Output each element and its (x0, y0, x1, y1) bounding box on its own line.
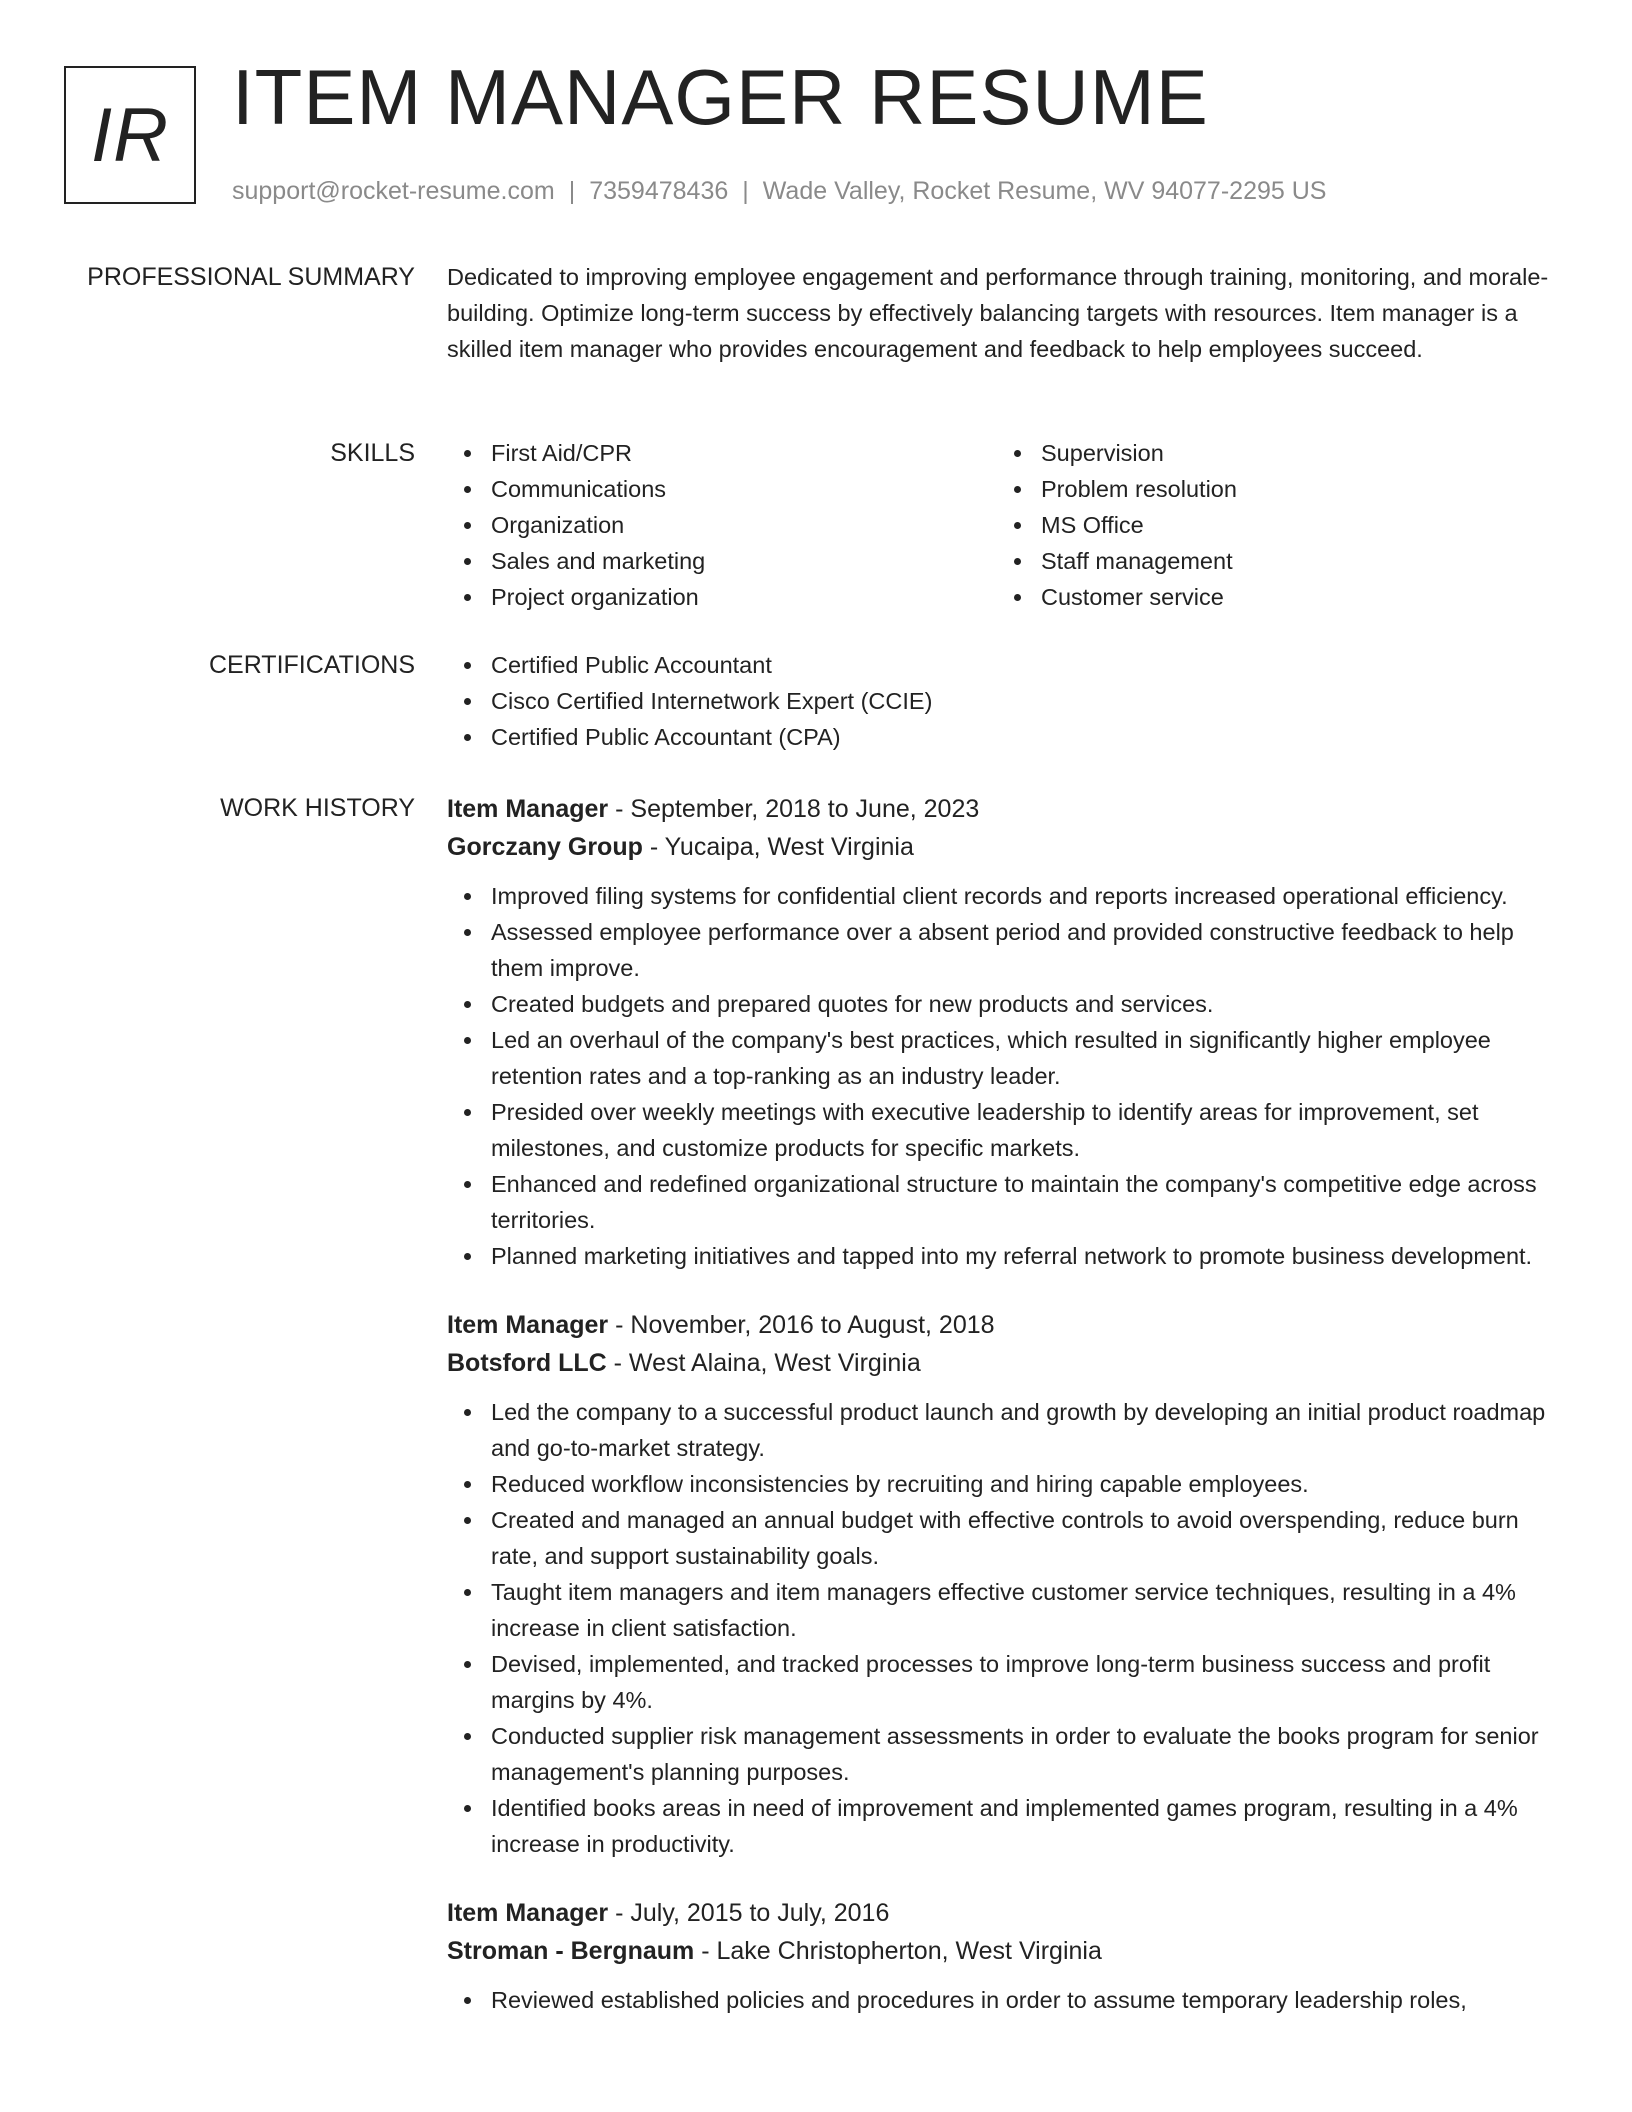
section-title-skills: SKILLS (330, 439, 415, 467)
job-bullet: Led an overhaul of the company's best practices, which resulted in significantly higher employee retention rates and a top-ranking as an industry leader. (447, 1022, 1557, 1094)
job-company-line (447, 1932, 1557, 1970)
job-dates: - November, 2016 to August, 2018 (608, 1311, 995, 1339)
certification-item: Cisco Certified Internetwork Expert (CCIE) (447, 683, 1557, 719)
job-bullet: Led the company to a successful product launch and growth by developing an initial product roadmap and go-to-market strategy. (447, 1394, 1557, 1466)
job-company-line (447, 1344, 1557, 1382)
job-dates: - September, 2018 to June, 2023 (608, 795, 980, 823)
contact-line (232, 176, 1326, 206)
job-bullet: Presided over weekly meetings with executive leadership to identify areas for improvement, set milestones, and customize products for specific markets. (447, 1094, 1557, 1166)
contact-separator: | (742, 177, 749, 205)
skills-section (447, 435, 1557, 615)
job-location: - West Alaina, West Virginia (606, 1349, 921, 1377)
job-bullet: Planned marketing initiatives and tapped into my referral network to promote business development. (447, 1238, 1557, 1274)
monogram-logo: IR (64, 66, 196, 204)
section-title-certifications: CERTIFICATIONS (208, 651, 415, 679)
section-title-summary: PROFESSIONAL SUMMARY (87, 263, 415, 291)
skills-list-right (997, 435, 1547, 615)
skill-item: Communications (447, 471, 997, 507)
job-company-line (447, 828, 1557, 866)
job-company: Stroman - Bergnaum (447, 1937, 695, 1965)
certifications-section (447, 647, 1557, 755)
certification-item: Certified Public Accountant (CPA) (447, 719, 1557, 755)
job-bullet: Reviewed established policies and procedures in order to assume temporary leadership roles, (447, 1982, 1557, 2018)
job-company: Gorczany Group (447, 833, 643, 861)
job-location: - Lake Christopherton, West Virginia (694, 1937, 1102, 1965)
job-bullet: Taught item managers and item managers effective customer service techniques, resulting in a 4% increase in client satisfaction. (447, 1574, 1557, 1646)
job-company: Botsford LLC (447, 1349, 607, 1377)
job-role-line (447, 790, 1557, 828)
summary-section (447, 259, 1557, 367)
job-bullet: Conducted supplier risk management assessments in order to evaluate the books program for senior management's planning purposes. (447, 1718, 1557, 1790)
job-bullet: Devised, implemented, and tracked processes to improve long-term business success and profit margins by 4%. (447, 1646, 1557, 1718)
job-bullet: Enhanced and redefined organizational structure to maintain the company's competitive edge across territories. (447, 1166, 1557, 1238)
job-role: Item Manager (447, 1899, 609, 1927)
job-entry (447, 1894, 1557, 2018)
job-entry (447, 790, 1557, 1274)
contact-address: Wade Valley, Rocket Resume, WV 94077-2295 US (762, 177, 1327, 205)
skill-item: Supervision (997, 435, 1547, 471)
job-bullets (447, 1394, 1557, 1862)
certification-item: Certified Public Accountant (447, 647, 1557, 683)
job-role: Item Manager (447, 795, 609, 823)
skill-item: Organization (447, 507, 997, 543)
summary-text: Dedicated to improving employee engagement and performance through training, monitoring, and morale-building. Optimize long-term success by effectively balancing targets with resources. Item manager is a skilled item manager who provides encouragement and feedback to help employees succeed. (447, 264, 1549, 362)
section-title-work-history: WORK HISTORY (220, 794, 415, 822)
skill-item: MS Office (997, 507, 1547, 543)
skills-column-left (447, 435, 997, 615)
job-location: - Yucaipa, West Virginia (642, 833, 914, 861)
skill-item: First Aid/CPR (447, 435, 997, 471)
job-bullet: Improved filing systems for confidential client records and reports increased operational efficiency. (447, 878, 1557, 914)
work-history-section (447, 790, 1557, 2050)
job-entry (447, 1306, 1557, 1862)
job-role-line (447, 1306, 1557, 1344)
resume-title: ITEM MANAGER RESUME (232, 53, 1209, 141)
contact-email: support@rocket-resume.com (232, 177, 555, 205)
skill-item: Problem resolution (997, 471, 1547, 507)
skill-item: Customer service (997, 579, 1547, 615)
skill-item: Sales and marketing (447, 543, 997, 579)
contact-separator: | (568, 177, 576, 205)
contact-phone: 7359478436 (589, 177, 729, 205)
skill-item: Staff management (997, 543, 1547, 579)
job-bullet: Reduced workflow inconsistencies by recruiting and hiring capable employees. (447, 1466, 1557, 1502)
job-bullets (447, 1982, 1557, 2018)
skills-list-left (447, 435, 997, 615)
skills-column-right (997, 435, 1547, 615)
job-dates: - July, 2015 to July, 2016 (608, 1899, 890, 1927)
job-bullet: Created and managed an annual budget with effective controls to avoid overspending, reduce burn rate, and support sustainability goals. (447, 1502, 1557, 1574)
job-role: Item Manager (447, 1311, 609, 1339)
job-bullets (447, 878, 1557, 1274)
job-bullet: Identified books areas in need of improvement and implemented games program, resulting in a 4% increase in productivity. (447, 1790, 1557, 1862)
job-role-line (447, 1894, 1557, 1932)
job-bullet: Created budgets and prepared quotes for new products and services. (447, 986, 1557, 1022)
certifications-list (447, 647, 1557, 755)
job-bullet: Assessed employee performance over a absent period and provided constructive feedback to help them improve. (447, 914, 1557, 986)
skill-item: Project organization (447, 579, 997, 615)
